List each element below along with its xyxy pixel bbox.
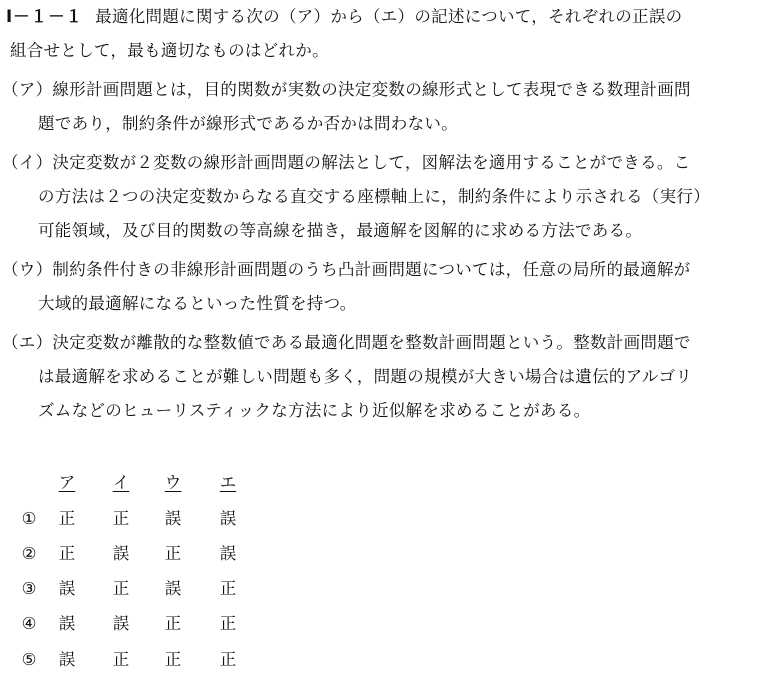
header-d: エ xyxy=(219,473,237,492)
choice-value-d: 正 xyxy=(219,614,237,633)
choice-value-b: 正 xyxy=(112,579,130,598)
choice-value-b: 誤 xyxy=(112,544,130,563)
choice-value-d: 正 xyxy=(219,579,237,598)
choice-value-b: 正 xyxy=(112,650,130,669)
question-stem-line-1 xyxy=(6,7,682,27)
choice-value-a: 正 xyxy=(58,509,76,528)
statement-b-line-2: の方法は２つの決定変数からなる直交する座標軸上に，制約条件により示される（実行） xyxy=(38,187,710,206)
choice-number: ④ xyxy=(21,614,37,633)
choice-value-c: 正 xyxy=(164,650,182,669)
choice-value-d: 正 xyxy=(219,650,237,669)
choice-value-c: 正 xyxy=(164,614,182,633)
question-number: Ⅰ－１－１ xyxy=(6,7,84,26)
statement-d-line-1: （エ）決定変数が離散的な整数値である最適化問題を整数計画問題という。整数計画問題で xyxy=(2,333,691,352)
choice-value-b: 正 xyxy=(112,509,130,528)
choice-value-a: 誤 xyxy=(58,579,76,598)
statement-b-line-3: 可能領域，及び目的関数の等高線を描き，最適解を図解的に求める方法である。 xyxy=(38,221,643,240)
choice-value-a: 誤 xyxy=(58,614,76,633)
choice-number: ② xyxy=(21,544,37,563)
choice-value-b: 誤 xyxy=(112,614,130,633)
question-stem-text-1: 最適化問題に関する次の（ア）から（エ）の記述について，それぞれの正誤の xyxy=(95,7,683,26)
statement-a-line-1: （ア）線形計画問題とは，目的関数が実数の決定変数の線形式として表現できる数理計画問 xyxy=(2,80,691,99)
choice-value-c: 誤 xyxy=(164,509,182,528)
statement-b-line-1: （イ）決定変数が２変数の線形計画問題の解法として，図解法を適用することができる。こ xyxy=(2,153,691,172)
choice-value-d: 誤 xyxy=(219,544,237,563)
header-a: ア xyxy=(58,473,76,492)
choice-number: ③ xyxy=(21,579,37,598)
header-c: ウ xyxy=(164,473,182,492)
choice-value-d: 誤 xyxy=(219,509,237,528)
header-b: イ xyxy=(112,473,130,492)
choice-value-c: 誤 xyxy=(164,579,182,598)
statement-c-line-2: 大域的最適解になるといった性質を持つ。 xyxy=(38,294,357,313)
statement-d-line-2: は最適解を求めることが難しい問題も多く，問題の規模が大きい場合は遺伝的アルゴリ xyxy=(38,367,693,386)
statement-d-line-3: ズムなどのヒューリスティックな方法により近似解を求めることがある。 xyxy=(38,401,591,420)
statement-c-line-1: （ウ）制約条件付きの非線形計画問題のうち凸計画問題については，任意の局所的最適解が xyxy=(2,260,691,279)
choice-value-a: 正 xyxy=(58,544,76,563)
choice-number: ⑤ xyxy=(21,650,37,669)
choice-value-a: 誤 xyxy=(58,650,76,669)
choice-number: ① xyxy=(21,509,37,528)
question-stem-line-2: 組合せとして，最も適切なものはどれか。 xyxy=(10,41,329,60)
choice-value-c: 正 xyxy=(164,544,182,563)
statement-a-line-2: 題であり，制約条件が線形式であるか否かは問わない。 xyxy=(38,114,458,133)
